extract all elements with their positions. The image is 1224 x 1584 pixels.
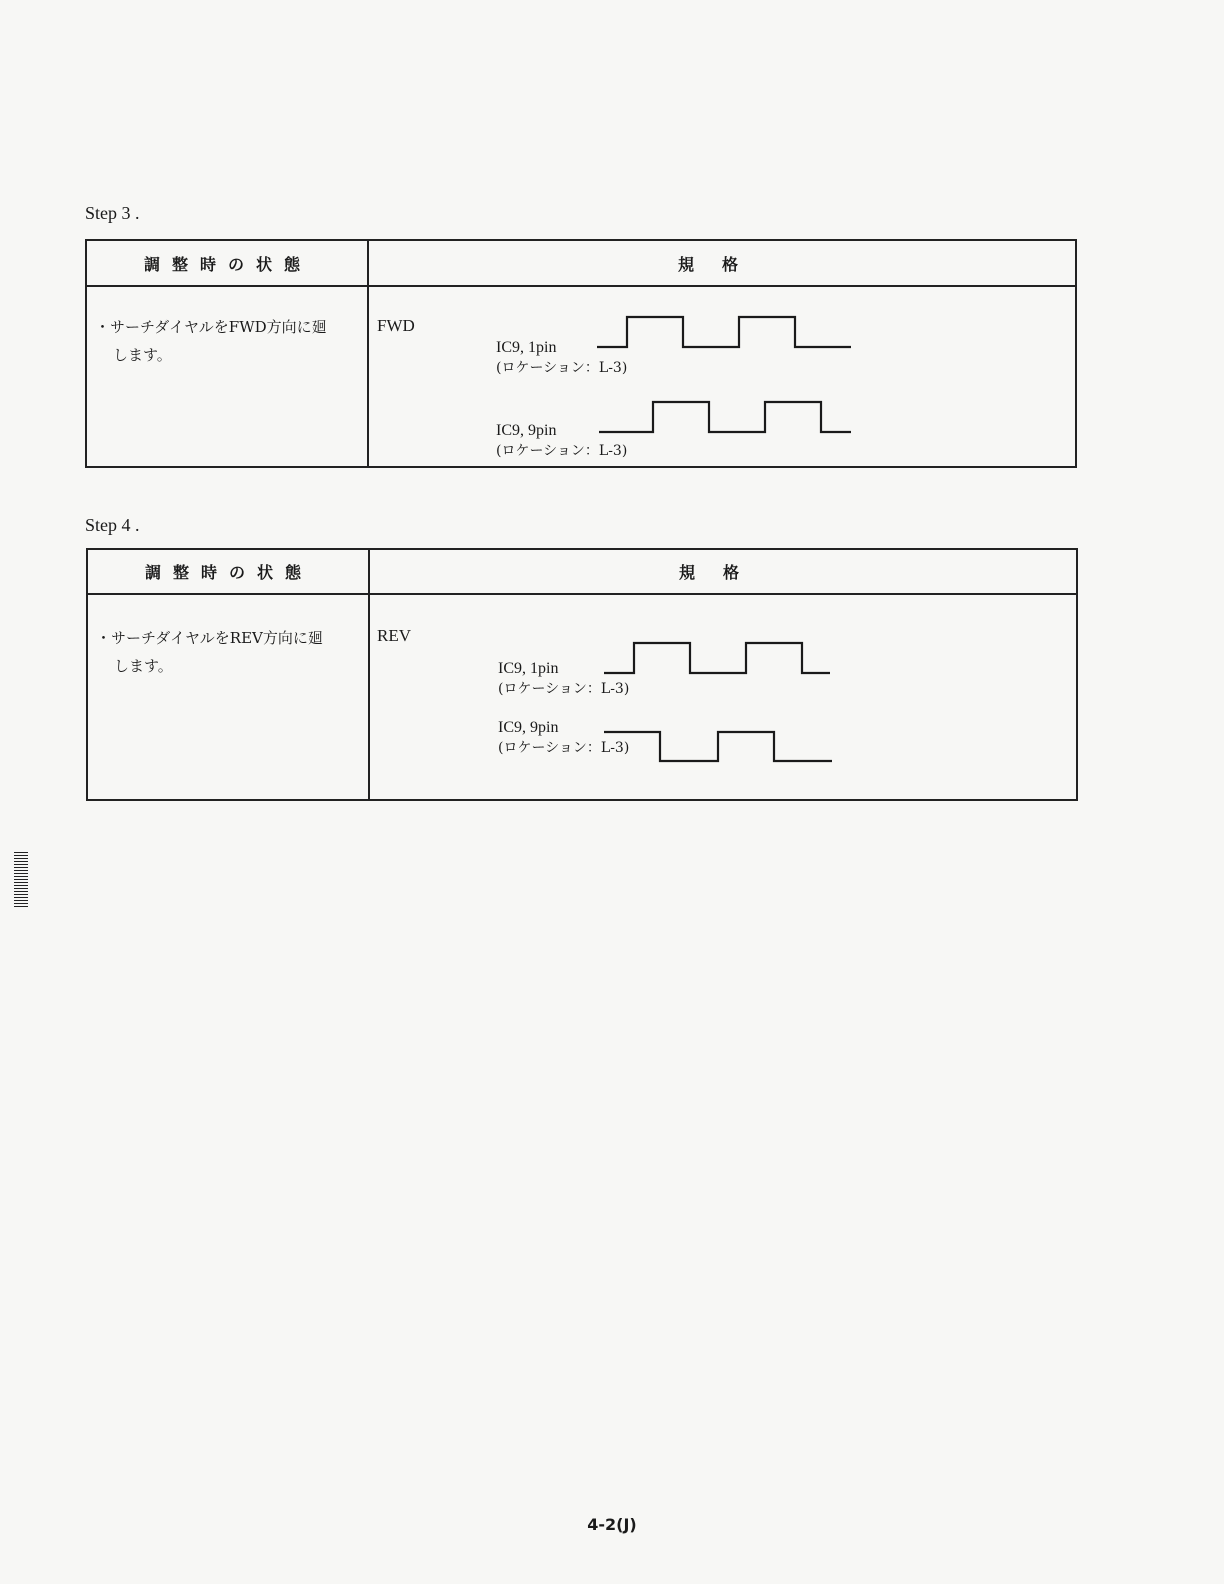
step-3-table [85, 239, 1077, 468]
condition-header: 調整時の状態 [143, 254, 312, 274]
column-divider [367, 241, 369, 466]
column-divider [368, 550, 370, 799]
step-4-title: Step 4 . [85, 515, 140, 535]
condition-line-1: ・サーチダイヤルをREV方向に廻 [96, 629, 323, 647]
signal-name: IC9, 1pin [496, 339, 557, 356]
spec-header: 規格 [677, 254, 766, 274]
condition-text [95, 313, 327, 369]
spec-header: 規格 [678, 563, 767, 582]
step-4-table [86, 548, 1078, 801]
condition-line-1: ・サーチダイヤルをFWD方向に廻 [95, 318, 327, 336]
condition-line-2: します。 [113, 346, 172, 364]
table-header-row [87, 241, 1075, 287]
mode-label: FWD [377, 316, 415, 335]
signal-name: IC9, 1pin [498, 660, 559, 677]
step-3-title: Step 3 . [85, 203, 140, 223]
signal-name: IC9, 9pin [496, 422, 557, 439]
condition-line-2: します。 [114, 657, 173, 675]
condition-text [96, 624, 323, 680]
mode-label: REV [377, 626, 411, 645]
signal-name: IC9, 9pin [498, 719, 559, 736]
signal-location: (ロケーション：L-3) [498, 681, 630, 697]
waveform-1pin [602, 641, 842, 681]
signal-location: (ロケーション：L-3) [498, 740, 630, 756]
condition-header: 調整時の状態 [144, 563, 313, 582]
waveform-9pin [597, 400, 867, 440]
edge-barcode-mark [14, 852, 28, 908]
waveform-9pin [602, 729, 842, 769]
waveform-1pin [595, 315, 865, 355]
signal-location: (ロケーション：L-3) [496, 443, 628, 459]
table-header-row [88, 550, 1076, 595]
page-number: 4-2(J) [587, 1515, 637, 1534]
signal-location: (ロケーション：L-3) [496, 360, 628, 376]
